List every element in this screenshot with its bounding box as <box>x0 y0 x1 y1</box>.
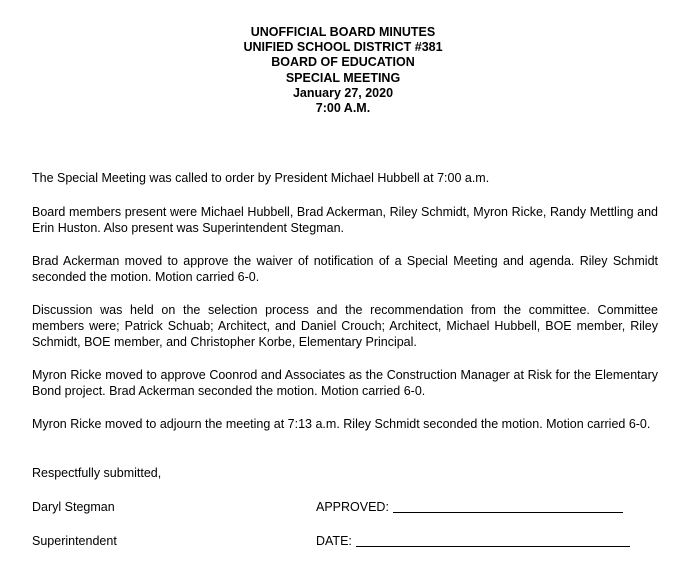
paragraph-construction-motion: Myron Ricke moved to approve Coonrod and Associates as the Construction Manager at Risk for the Elementary Bond project. Brad Ackerman seconded the motion. Motion carried 6-0. <box>32 368 658 398</box>
approved-signature-line <box>393 512 623 513</box>
approved-label: APPROVED: <box>316 500 389 514</box>
paragraph-members-present: Board members present were Michael Hubbell, Brad Ackerman, Riley Schmidt, Myron Ricke, Randy Mettling and Erin Huston. Also present was Superintendent Stegman. <box>32 205 658 235</box>
approved-field <box>316 499 623 515</box>
paragraph-call-to-order: The Special Meeting was called to order by President Michael Hubbell at 7:00 a.m. <box>32 171 490 185</box>
header-district: UNIFIED SCHOOL DISTRICT #381 <box>243 40 443 55</box>
minutes-header <box>0 25 678 116</box>
signer-title: Superintendent <box>32 534 117 548</box>
paragraph-discussion: Discussion was held on the selection process and the recommendation from the committee. Committee members were; Patrick Schuab; Architect, and Daniel Crouch; Architect, Michael Hubbell, BOE member, Riley Schmidt, BOE member, and Christopher Korbe, Elementary Principal. <box>32 303 658 349</box>
header-meeting-type: SPECIAL MEETING <box>285 70 401 85</box>
paragraph-adjourn-motion: Myron Ricke moved to adjourn the meeting at 7:13 a.m. Riley Schmidt seconded the motion. Motion carried 6-0. <box>32 417 651 431</box>
header-title: UNOFFICIAL BOARD MINUTES <box>250 25 436 39</box>
closing-text: Respectfully submitted, <box>32 466 162 480</box>
date-field <box>316 533 630 549</box>
date-signature-line <box>356 546 630 547</box>
signer-name: Daryl Stegman <box>32 500 115 514</box>
header-board: BOARD OF EDUCATION <box>271 55 415 70</box>
date-label: DATE: <box>316 534 352 548</box>
header-time: 7:00 A.M. <box>315 101 371 116</box>
header-date: January 27, 2020 <box>292 85 394 100</box>
paragraph-waiver-motion: Brad Ackerman moved to approve the waiver of notification of a Special Meeting and agenda. Riley Schmidt seconded the motion. Motion carried 6-0. <box>32 254 658 284</box>
